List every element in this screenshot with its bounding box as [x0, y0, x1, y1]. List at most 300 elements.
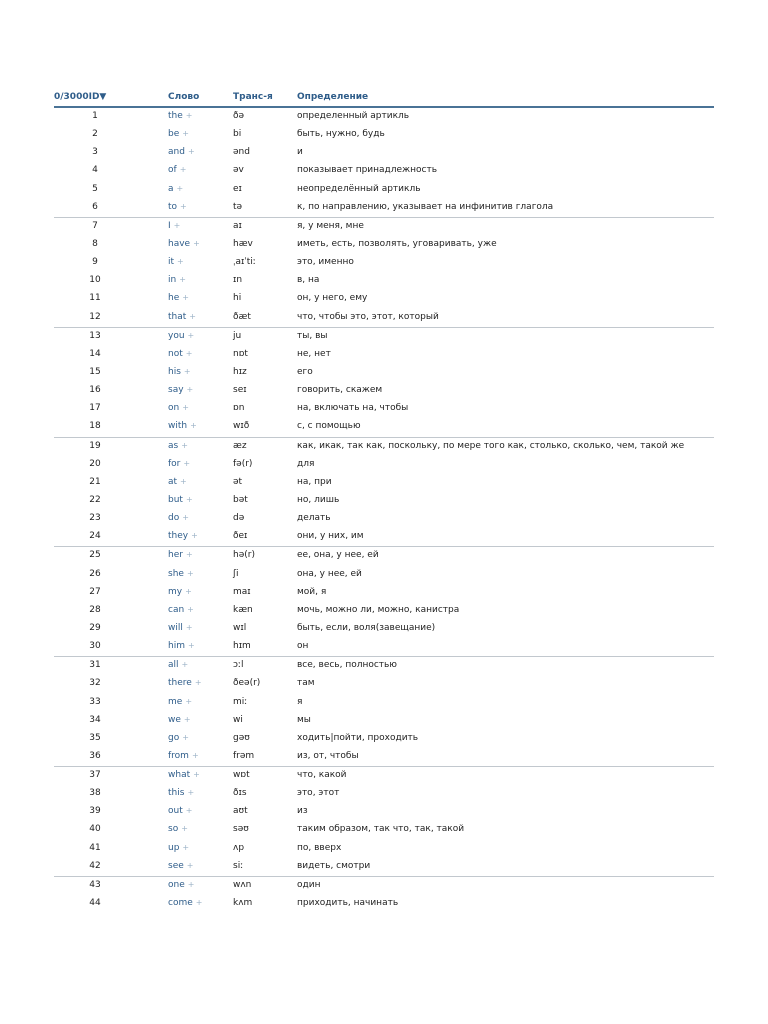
row-transcription: frəm — [233, 750, 255, 761]
row-transcription: maɪ — [233, 586, 251, 597]
row-id: 30 — [89, 641, 101, 652]
row-transcription: kʌm — [233, 898, 253, 909]
add-word-icon[interactable]: + — [190, 421, 197, 431]
row-word-link[interactable] — [168, 806, 192, 816]
row-word-link[interactable] — [168, 770, 200, 780]
row-definition: к, по направлению, указывает на инфинитив глагола — [297, 201, 554, 212]
row-id: 3 — [92, 147, 98, 158]
table-row — [54, 364, 714, 382]
row-word-link[interactable] — [168, 421, 197, 431]
row-word-text: you — [168, 330, 185, 341]
add-word-icon[interactable]: + — [187, 147, 195, 157]
row-id: 41 — [89, 842, 101, 853]
table-row — [54, 236, 714, 254]
row-definition: как, икак, так как, поскольку, по мере того как, столько, сколько, чем, такой же — [297, 440, 685, 451]
row-word-link[interactable] — [168, 331, 194, 341]
header-transcription[interactable]: Транс-я — [233, 92, 273, 102]
row-word-link[interactable] — [168, 550, 193, 560]
row-transcription: ju — [233, 330, 242, 341]
row-id: 25 — [89, 550, 101, 561]
row-transcription: səʊ — [233, 824, 249, 835]
row-word-text: come — [168, 898, 193, 909]
table-row — [54, 547, 714, 565]
row-id: 36 — [89, 750, 101, 761]
row-word-link[interactable] — [168, 880, 194, 890]
row-id: 9 — [92, 257, 98, 268]
row-transcription: aʊt — [233, 806, 248, 817]
row-word-text: a — [168, 183, 174, 194]
row-definition: его — [297, 366, 313, 377]
row-word-link[interactable] — [168, 861, 193, 871]
row-transcription: ənd — [233, 147, 250, 158]
row-word-link[interactable] — [168, 275, 186, 285]
table-row — [54, 162, 714, 180]
row-word-link[interactable] — [168, 843, 189, 853]
row-id: 15 — [89, 366, 101, 377]
add-word-icon[interactable]: + — [182, 293, 189, 303]
add-word-icon[interactable]: + — [181, 660, 189, 670]
table-row — [54, 895, 714, 913]
row-word-text: the — [168, 111, 183, 121]
row-word-text: I — [168, 220, 171, 231]
table-row — [54, 730, 714, 748]
row-word-link[interactable] — [168, 623, 193, 633]
row-definition: это, этот — [297, 788, 340, 799]
row-id: 33 — [89, 696, 101, 707]
row-id: 35 — [89, 732, 101, 743]
row-word-link[interactable] — [168, 513, 189, 523]
row-definition: показывает принадлежность — [297, 165, 438, 176]
row-definition: из, от, чтобы — [297, 750, 359, 761]
row-word-link[interactable] — [168, 733, 189, 743]
row-word-text: see — [168, 860, 184, 871]
row-transcription: seɪ — [233, 385, 247, 396]
row-id: 5 — [92, 183, 98, 194]
row-word-text: this — [168, 788, 185, 799]
table-row — [54, 309, 714, 328]
add-word-icon[interactable]: + — [185, 806, 193, 816]
row-definition: он — [297, 641, 309, 652]
add-word-icon[interactable]: + — [193, 770, 200, 780]
add-word-icon[interactable]: + — [182, 732, 189, 742]
table-row — [54, 785, 714, 803]
row-word-text: as — [168, 440, 179, 451]
row-definition: и — [297, 147, 303, 158]
row-word-link[interactable] — [168, 459, 190, 469]
row-definition: таким образом, так что, так, такой — [297, 824, 465, 835]
table-row — [54, 858, 714, 877]
row-transcription: tə — [233, 201, 243, 212]
table-body — [54, 108, 714, 913]
row-word-text: at — [168, 476, 178, 487]
add-word-icon[interactable]: + — [187, 330, 195, 340]
row-definition: иметь, есть, позволять, уговаривать, уже — [297, 238, 497, 249]
row-definition: в, на — [297, 275, 320, 286]
row-id: 1 — [92, 111, 98, 121]
row-id: 27 — [89, 586, 101, 597]
row-word-text: on — [168, 403, 180, 414]
row-word-link[interactable] — [168, 715, 191, 725]
row-definition: ее, она, у нее, ей — [297, 550, 379, 561]
row-definition: там — [297, 678, 315, 689]
row-word-link[interactable] — [168, 641, 195, 651]
add-word-icon[interactable]: + — [182, 129, 189, 139]
row-word-link[interactable] — [168, 477, 187, 487]
add-word-icon[interactable]: + — [189, 311, 196, 321]
add-word-icon[interactable]: + — [186, 568, 194, 578]
table-row — [54, 438, 714, 456]
row-definition: что, какой — [297, 770, 347, 781]
table-row — [54, 657, 714, 675]
table-row — [54, 126, 714, 144]
add-word-icon[interactable]: + — [193, 238, 200, 248]
row-word-text: me — [168, 696, 183, 707]
row-transcription: ɪn — [233, 275, 243, 286]
row-id: 39 — [89, 806, 101, 817]
row-word-link[interactable] — [168, 441, 188, 451]
table-row — [54, 328, 714, 346]
row-transcription: hɪz — [233, 366, 247, 377]
table-row — [54, 712, 714, 730]
table-row — [54, 821, 714, 839]
row-word-text: there — [168, 678, 192, 689]
add-word-icon[interactable]: + — [185, 622, 193, 632]
row-word-text: will — [168, 622, 183, 633]
row-word-text: it — [168, 257, 175, 268]
row-definition: делать — [297, 513, 331, 524]
row-id: 19 — [89, 440, 101, 451]
row-word-text: that — [168, 311, 187, 322]
add-word-icon[interactable]: + — [182, 513, 189, 523]
table-row — [54, 346, 714, 364]
table-row — [54, 456, 714, 474]
row-transcription: fə(r) — [233, 458, 253, 469]
row-definition: мочь, можно ли, можно, канистра — [297, 604, 460, 615]
table-row — [54, 877, 714, 895]
row-word-text: so — [168, 824, 179, 835]
row-word-link[interactable] — [168, 531, 198, 541]
row-definition: ходить|пойти, проходить — [297, 732, 419, 743]
row-word-link[interactable] — [168, 184, 183, 194]
table-row — [54, 584, 714, 602]
row-word-link[interactable] — [168, 129, 189, 139]
header-word[interactable]: Слово — [168, 92, 200, 102]
row-definition: с, с помощью — [297, 421, 361, 432]
row-word-text: to — [168, 201, 178, 212]
table-row — [54, 840, 714, 858]
row-word-text: in — [168, 275, 177, 286]
row-transcription: gəʊ — [233, 732, 250, 743]
row-definition: мой, я — [297, 586, 327, 597]
row-word-link[interactable] — [168, 202, 187, 212]
table-row — [54, 418, 714, 437]
add-word-icon[interactable]: + — [187, 788, 195, 798]
row-word-link[interactable] — [168, 367, 191, 377]
row-word-text: from — [168, 750, 189, 761]
row-word-text: go — [168, 732, 180, 743]
row-id: 37 — [89, 770, 101, 781]
row-transcription: miː — [233, 696, 248, 707]
row-transcription: ʌp — [233, 842, 245, 853]
row-word-link[interactable] — [168, 293, 189, 303]
add-word-icon[interactable]: + — [185, 111, 193, 120]
row-word-link[interactable] — [168, 751, 199, 761]
row-transcription: ðeə(r) — [233, 678, 261, 689]
row-word-link[interactable] — [168, 660, 188, 670]
add-word-icon[interactable]: + — [179, 275, 186, 285]
row-word-link[interactable] — [168, 221, 180, 231]
row-word-link[interactable] — [168, 165, 186, 175]
add-word-icon[interactable]: + — [173, 220, 181, 230]
table-row — [54, 492, 714, 510]
row-definition: определенный артикль — [297, 111, 410, 121]
row-word-text: have — [168, 238, 191, 249]
table-row — [54, 254, 714, 272]
row-id: 28 — [89, 604, 101, 615]
row-id: 13 — [89, 330, 101, 341]
row-transcription: bi — [233, 129, 242, 140]
row-id: 32 — [89, 678, 101, 689]
table-row — [54, 510, 714, 528]
table-row — [54, 181, 714, 199]
row-transcription: də — [233, 513, 245, 524]
row-transcription: ˌaɪˈtiː — [233, 257, 256, 268]
table-row — [54, 748, 714, 767]
row-word-text: him — [168, 641, 185, 652]
add-word-icon[interactable]: + — [191, 750, 199, 760]
row-transcription: nɒt — [233, 348, 248, 359]
add-word-icon[interactable]: + — [181, 440, 188, 450]
add-word-icon[interactable]: + — [194, 678, 202, 688]
row-transcription: ðɪs — [233, 788, 247, 799]
row-definition: ты, вы — [297, 330, 328, 341]
row-word-text: not — [168, 348, 183, 359]
table-row — [54, 144, 714, 162]
row-definition: они, у них, им — [297, 531, 364, 542]
row-id: 18 — [89, 421, 101, 432]
table-row — [54, 620, 714, 638]
add-word-icon[interactable]: + — [185, 550, 193, 560]
row-id: 14 — [89, 348, 101, 359]
row-id: 42 — [89, 860, 101, 871]
add-word-icon[interactable]: + — [183, 366, 191, 376]
row-word-link[interactable] — [168, 312, 196, 322]
row-transcription: hi — [233, 293, 242, 304]
row-transcription: siː — [233, 860, 244, 871]
row-word-link[interactable] — [168, 898, 202, 908]
row-definition: я — [297, 696, 303, 707]
table-row — [54, 528, 714, 547]
row-word-link[interactable] — [168, 697, 192, 707]
row-id: 23 — [89, 513, 101, 524]
row-word-link[interactable] — [168, 605, 194, 615]
add-word-icon[interactable]: + — [187, 604, 194, 614]
row-transcription: ʃi — [233, 568, 239, 579]
row-word-link[interactable] — [168, 788, 194, 798]
add-word-icon[interactable]: + — [186, 385, 194, 395]
row-definition: из — [297, 806, 308, 817]
add-word-icon[interactable]: + — [187, 879, 195, 889]
row-definition: мы — [297, 714, 311, 725]
header-id-sort[interactable]: 0/3000ID▼ — [54, 92, 107, 102]
row-id: 10 — [89, 275, 101, 286]
table-row — [54, 199, 714, 218]
row-definition: быть, если, воля(завещание) — [297, 622, 436, 633]
row-definition: приходить, начинать — [297, 898, 399, 909]
row-word-text: but — [168, 494, 183, 505]
row-id: 26 — [89, 568, 101, 579]
row-word-text: can — [168, 604, 185, 615]
row-word-text: and — [168, 147, 185, 158]
table-row — [54, 675, 714, 693]
row-word-link[interactable] — [168, 385, 193, 395]
row-word-text: up — [168, 842, 180, 853]
row-word-text: do — [168, 513, 180, 524]
row-word-text: with — [168, 421, 188, 432]
row-id: 7 — [92, 220, 98, 231]
row-word-link[interactable] — [168, 111, 192, 121]
row-transcription: hə(r) — [233, 550, 255, 561]
table-row — [54, 767, 714, 785]
add-word-icon[interactable]: + — [182, 403, 189, 413]
add-word-icon[interactable]: + — [182, 842, 190, 852]
row-word-link[interactable] — [168, 403, 189, 413]
word-table — [54, 86, 714, 913]
row-id: 40 — [89, 824, 101, 835]
row-word-text: be — [168, 129, 180, 140]
row-transcription: ðeɪ — [233, 531, 248, 542]
table-row — [54, 694, 714, 712]
row-transcription: ət — [233, 476, 243, 487]
row-word-text: for — [168, 458, 181, 469]
row-transcription: ɔːl — [233, 660, 244, 671]
row-word-text: say — [168, 385, 184, 396]
row-id: 20 — [89, 458, 101, 469]
row-id: 44 — [89, 898, 101, 909]
row-id: 12 — [89, 311, 101, 322]
row-definition: на, включать на, чтобы — [297, 403, 409, 414]
row-word-link[interactable] — [168, 587, 192, 597]
add-word-icon[interactable]: + — [183, 714, 191, 724]
row-id: 43 — [89, 879, 101, 890]
add-word-icon[interactable]: + — [180, 201, 187, 211]
table-row — [54, 638, 714, 657]
row-transcription: hɪm — [233, 641, 251, 652]
row-word-text: they — [168, 531, 189, 542]
row-definition: это, именно — [297, 257, 354, 268]
row-word-link[interactable] — [168, 257, 184, 267]
add-word-icon[interactable]: + — [181, 824, 188, 834]
table-header — [54, 86, 714, 108]
row-id: 24 — [89, 531, 101, 542]
row-transcription: wɒt — [233, 770, 250, 781]
row-word-text: his — [168, 366, 181, 377]
row-transcription: ɒn — [233, 403, 245, 414]
add-word-icon[interactable]: + — [185, 586, 192, 596]
add-word-icon[interactable]: + — [183, 458, 191, 468]
add-word-icon[interactable]: + — [185, 696, 193, 706]
add-word-icon[interactable]: + — [179, 165, 187, 175]
row-transcription: əv — [233, 165, 244, 176]
row-transcription: hæv — [233, 238, 253, 249]
table-row — [54, 382, 714, 400]
table-row — [54, 108, 714, 126]
row-id: 8 — [92, 238, 98, 249]
row-definition: все, весь, полностью — [297, 660, 397, 671]
row-definition: по, вверх — [297, 842, 342, 853]
add-word-icon[interactable]: + — [180, 476, 187, 486]
header-definition[interactable]: Определение — [297, 92, 369, 102]
row-id: 4 — [92, 165, 98, 176]
row-transcription: ðə — [233, 111, 245, 121]
add-word-icon[interactable]: + — [185, 494, 193, 504]
add-word-icon[interactable]: + — [177, 257, 184, 267]
row-transcription: wi — [233, 714, 243, 725]
add-word-icon[interactable]: + — [195, 898, 203, 908]
add-word-icon[interactable]: + — [185, 348, 193, 358]
row-transcription: wʌn — [233, 879, 252, 890]
table-row — [54, 803, 714, 821]
row-word-text: of — [168, 165, 177, 176]
row-definition: на, при — [297, 476, 332, 487]
table-row — [54, 474, 714, 492]
row-transcription: kæn — [233, 604, 253, 615]
row-word-link[interactable] — [168, 239, 200, 249]
row-transcription: ðæt — [233, 311, 251, 322]
table-row — [54, 602, 714, 620]
row-word-link[interactable] — [168, 147, 195, 157]
table-row — [54, 290, 714, 308]
row-id: 21 — [89, 476, 101, 487]
add-word-icon[interactable]: + — [186, 860, 194, 870]
row-id: 34 — [89, 714, 101, 725]
row-transcription: æz — [233, 440, 247, 451]
row-word-text: he — [168, 293, 180, 304]
row-word-text: one — [168, 879, 185, 890]
table-row — [54, 400, 714, 418]
row-definition: но, лишь — [297, 494, 340, 505]
add-word-icon[interactable]: + — [187, 641, 195, 651]
row-transcription: bət — [233, 494, 248, 505]
row-word-link[interactable] — [168, 824, 188, 834]
row-id: 17 — [89, 403, 101, 414]
row-id: 6 — [92, 201, 98, 212]
row-transcription: wɪl — [233, 622, 247, 633]
row-word-text: her — [168, 550, 183, 561]
row-definition: он, у него, ему — [297, 293, 368, 304]
row-word-text: she — [168, 568, 184, 579]
row-definition: она, у нее, ей — [297, 568, 362, 579]
row-definition: видеть, смотри — [297, 860, 371, 871]
row-word-link[interactable] — [168, 495, 193, 505]
row-word-link[interactable] — [168, 569, 194, 579]
row-definition: говорить, скажем — [297, 385, 383, 396]
row-word-text: what — [168, 770, 191, 781]
table-row — [54, 566, 714, 584]
table-row — [54, 218, 714, 236]
row-word-text: my — [168, 586, 183, 597]
row-transcription: wɪð — [233, 421, 250, 432]
row-id: 11 — [89, 293, 101, 304]
row-definition: я, у меня, мне — [297, 220, 364, 231]
row-id: 22 — [89, 494, 101, 505]
row-word-link[interactable] — [168, 678, 202, 688]
row-id: 16 — [89, 385, 101, 396]
row-word-link[interactable] — [168, 349, 192, 359]
add-word-icon[interactable]: + — [191, 531, 198, 541]
add-word-icon[interactable]: + — [176, 183, 184, 193]
row-definition: быть, нужно, будь — [297, 129, 385, 140]
